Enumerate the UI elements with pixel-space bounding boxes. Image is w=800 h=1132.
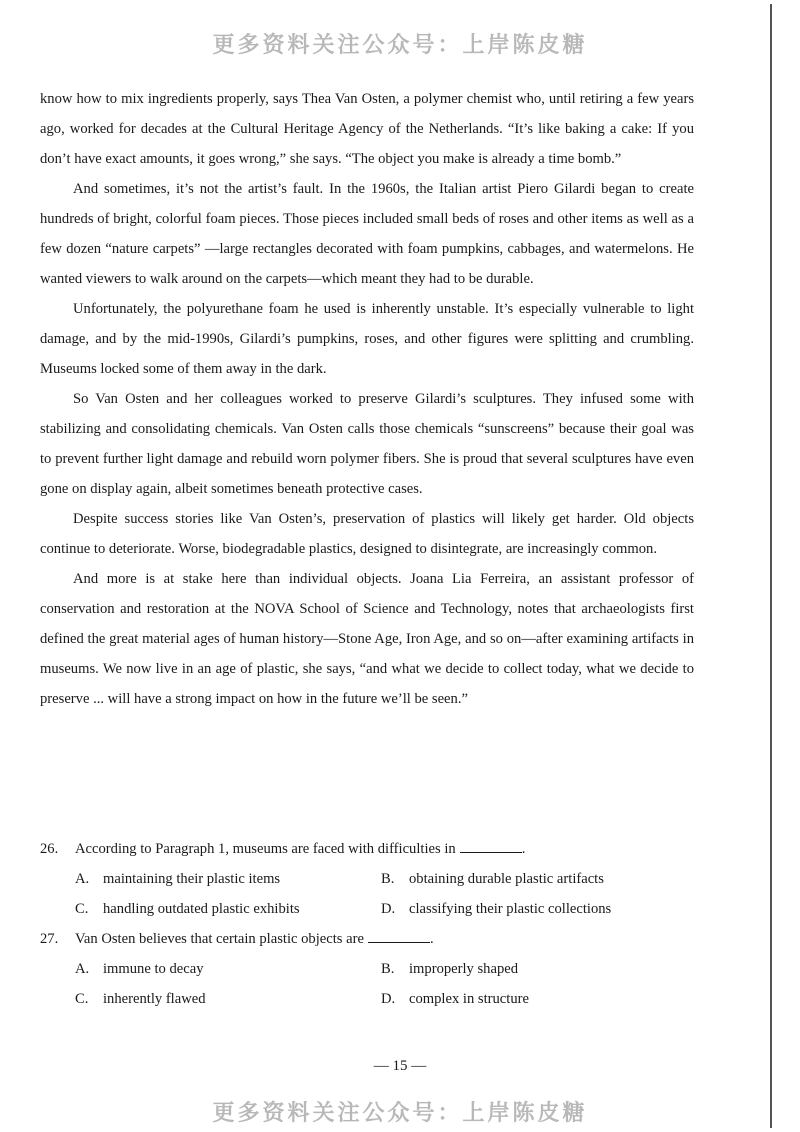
option-26-c[interactable] bbox=[75, 894, 381, 924]
option-letter: C. bbox=[75, 991, 89, 1007]
option-row bbox=[40, 894, 700, 924]
option-text: inherently flawed bbox=[103, 991, 206, 1007]
paragraph-5: Despite success stories like Van Osten’s, preservation of plastics will likely get harder. Old objects continue to deteriorate. Worse, biodegradable plastics, designed to disintegrate, are increasingly common. bbox=[40, 511, 694, 557]
watermark-bottom: 更多资料关注公众号：上岸陈皮糖 bbox=[212, 1101, 588, 1126]
option-row bbox=[40, 984, 700, 1014]
question-27 bbox=[40, 924, 700, 954]
option-text: maintaining their plastic items bbox=[103, 871, 281, 887]
page-number: — 15 — bbox=[373, 1058, 427, 1074]
option-27-d[interactable] bbox=[381, 984, 687, 1014]
option-letter: A. bbox=[75, 961, 90, 977]
watermark-top: 更多资料关注公众号：上岸陈皮糖 bbox=[212, 33, 588, 58]
option-27-a[interactable] bbox=[75, 954, 381, 984]
option-letter: B. bbox=[381, 961, 395, 977]
article-text bbox=[40, 84, 694, 714]
question-number: 27. bbox=[40, 931, 59, 947]
option-text: complex in structure bbox=[409, 991, 529, 1007]
option-text: immune to decay bbox=[103, 961, 204, 977]
question-stem: According to Paragraph 1, museums are faced with difficulties in . bbox=[75, 834, 525, 864]
option-text: handling outdated plastic exhibits bbox=[103, 901, 300, 917]
option-letter: A. bbox=[75, 871, 90, 887]
page-edge-line bbox=[770, 4, 772, 1128]
question-26 bbox=[40, 834, 700, 864]
option-text: improperly shaped bbox=[409, 961, 519, 977]
option-26-b[interactable] bbox=[381, 864, 687, 894]
option-26-a[interactable] bbox=[75, 864, 381, 894]
paragraph-3: Unfortunately, the polyurethane foam he used is inherently unstable. It’s especially vulnerable to light damage, and by the mid-1990s, Gilardi’s pumpkins, roses, and other figures were splitting and crumbling. Museums locked some of them away in the dark. bbox=[40, 301, 694, 377]
question-section bbox=[40, 834, 700, 1014]
option-26-d[interactable] bbox=[381, 894, 687, 924]
option-letter: D. bbox=[381, 901, 396, 917]
option-letter: D. bbox=[381, 991, 396, 1007]
option-row bbox=[40, 864, 700, 894]
paragraph-6: And more is at stake here than individual objects. Joana Lia Ferreira, an assistant professor of conservation and restoration at the NOVA School of Science and Technology, notes that archaeologists first defined the great material ages of human history—Stone Age, Iron Age, and so on—after examining artifacts in museums. We now live in an age of plastic, she says, “and what we decide to collect today, what we decide to preserve ... will have a strong impact on how in the future we’ll be seen.” bbox=[40, 571, 694, 707]
option-letter: B. bbox=[381, 871, 395, 887]
answer-blank bbox=[460, 836, 522, 853]
option-27-c[interactable] bbox=[75, 984, 381, 1014]
paragraph-2: And sometimes, it’s not the artist’s fault. In the 1960s, the Italian artist Piero Gilardi began to create hundreds of bright, colorful foam pieces. Those pieces included small beds of roses and other items as well as a few dozen “nature carpets” —large rectangles decorated with foam pumpkins, cabbages, and watermelons. He wanted viewers to walk around on the carpets—which meant they had to be durable. bbox=[40, 181, 694, 287]
option-text: classifying their plastic collections bbox=[409, 901, 612, 917]
answer-blank bbox=[368, 926, 430, 943]
paragraph-1: know how to mix ingredients properly, says Thea Van Osten, a polymer chemist who, until retiring a few years ago, worked for decades at the Cultural Heritage Agency of the Netherlands. “It’s like baking a cake: If you don’t have exact amounts, it goes wrong,” she says. “The object you make is already a time bomb.” bbox=[40, 91, 694, 167]
option-letter: C. bbox=[75, 901, 89, 917]
option-row bbox=[40, 954, 700, 984]
question-stem: Van Osten believes that certain plastic objects are . bbox=[75, 924, 434, 954]
paragraph-4: So Van Osten and her colleagues worked to preserve Gilardi’s sculptures. They infused some with stabilizing and consolidating chemicals. Van Osten calls those chemicals “sunscreens” because their goal was to prevent further light damage and rebuild worn polymer fibers. She is proud that several sculptures have even gone on display again, albeit sometimes beneath protective cases. bbox=[40, 391, 694, 497]
option-text: obtaining durable plastic artifacts bbox=[409, 871, 604, 887]
option-27-b[interactable] bbox=[381, 954, 687, 984]
question-number: 26. bbox=[40, 841, 59, 857]
